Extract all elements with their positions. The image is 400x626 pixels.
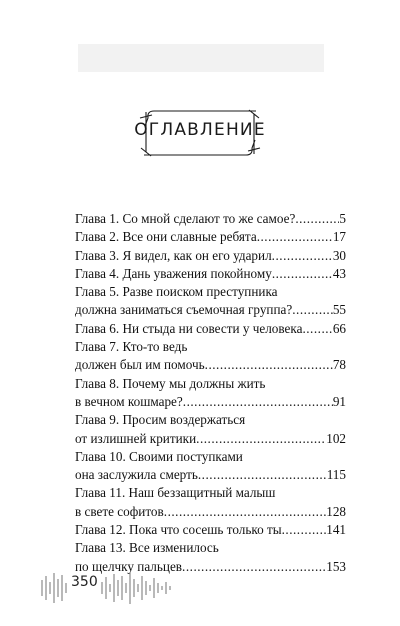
dot-leader — [302, 320, 332, 338]
toc-entry-line — [75, 448, 346, 466]
toc-entry-text: Глава 7. Кто-то ведь — [75, 339, 188, 355]
toc-entry-line — [75, 539, 346, 557]
toc-page-number: 91 — [332, 393, 346, 409]
toc-page-number: 43 — [332, 265, 346, 281]
toc-entry-text: Глава 6. Ни стыда ни совести у человека — [75, 320, 303, 336]
dot-leader — [272, 265, 333, 283]
toc-entry-line — [75, 301, 346, 319]
toc-page-number: 5 — [339, 211, 346, 226]
toc-page-number: 55 — [332, 302, 346, 318]
dot-leader — [292, 301, 333, 319]
toc-entry-text: должен был им помочь — [75, 357, 205, 373]
toc-entry-text: в вечном кошмаре? — [75, 393, 183, 409]
toc-entry-line — [75, 521, 346, 539]
toc-page-number: 153 — [326, 558, 346, 574]
table-of-contents — [75, 210, 346, 576]
toc-entry-text: Глава 5. Разве поиском преступника — [75, 284, 278, 300]
toc-entry-text: Глава 4. Дань уважения покойному — [75, 265, 272, 281]
toc-entry-line — [75, 210, 346, 228]
toc-entry-line — [75, 356, 346, 374]
left-sound-wave-icon — [40, 570, 70, 606]
toc-page-number: 115 — [326, 467, 346, 483]
toc-entry-text: Глава 3. Я видел, как он его ударил — [75, 247, 272, 263]
title-block — [0, 108, 400, 158]
page-footer — [0, 570, 400, 606]
toc-entry-text: должна заниматься съемочная группа? — [75, 302, 293, 318]
toc-entry-text: от излишней критики — [75, 430, 197, 446]
toc-entry-line — [75, 265, 346, 283]
toc-entry-text: Глава 8. Почему мы должны жить — [75, 375, 266, 391]
dot-leader — [272, 247, 333, 265]
toc-entry-line — [75, 338, 346, 356]
toc-entry-text: по щелчку пальцев — [75, 558, 183, 574]
toc-entry-text: Глава 10. Своими поступками — [75, 448, 243, 464]
toc-page-number: 17 — [332, 229, 346, 245]
dot-leader — [196, 430, 326, 448]
dot-leader — [198, 466, 327, 484]
toc-entry-line — [75, 247, 346, 265]
toc-page-number: 141 — [326, 522, 346, 538]
toc-entry-text: в свете софитов — [75, 503, 164, 519]
dot-leader — [183, 393, 333, 411]
toc-page-number: 78 — [332, 357, 346, 373]
toc-entry-text: Глава 1. Со мной сделают то же самое? — [75, 211, 296, 226]
right-sound-wave-icon — [100, 570, 178, 606]
toc-page-number: 66 — [332, 320, 346, 336]
toc-entry-line — [75, 484, 346, 502]
toc-page-number: 128 — [326, 503, 346, 519]
dot-leader — [205, 356, 333, 374]
toc-entry-line — [75, 466, 346, 484]
toc-entry-text: Глава 9. Просим воздержаться — [75, 412, 246, 428]
toc-entry-text: она заслужила смерть — [75, 467, 198, 483]
toc-entry-text: Глава 12. Пока что сосешь только ты — [75, 522, 282, 538]
toc-entry-text: Глава 13. Все изменилось — [75, 540, 219, 556]
page-number: 350 — [71, 574, 98, 590]
toc-entry-line — [75, 228, 346, 246]
toc-page-number: 30 — [332, 247, 346, 263]
dot-leader — [257, 228, 333, 246]
dot-leader — [282, 521, 327, 539]
toc-page-number: 102 — [326, 430, 346, 446]
toc-entry-line — [75, 503, 346, 521]
toc-entry-line — [75, 393, 346, 411]
toc-entry-line — [75, 320, 346, 338]
toc-entry-text: Глава 2. Все они славные ребята — [75, 229, 257, 245]
toc-entry-line — [75, 430, 346, 448]
page-title: ОГЛАВЛЕНИЕ — [134, 120, 266, 140]
dot-leader — [295, 210, 339, 228]
toc-entry-line — [75, 411, 346, 429]
toc-entry-line — [75, 283, 346, 301]
dot-leader — [164, 503, 326, 521]
faded-header-block — [78, 44, 324, 72]
toc-entry-line — [75, 375, 346, 393]
toc-entry-text: Глава 11. Наш беззащитный малыш — [75, 485, 276, 501]
